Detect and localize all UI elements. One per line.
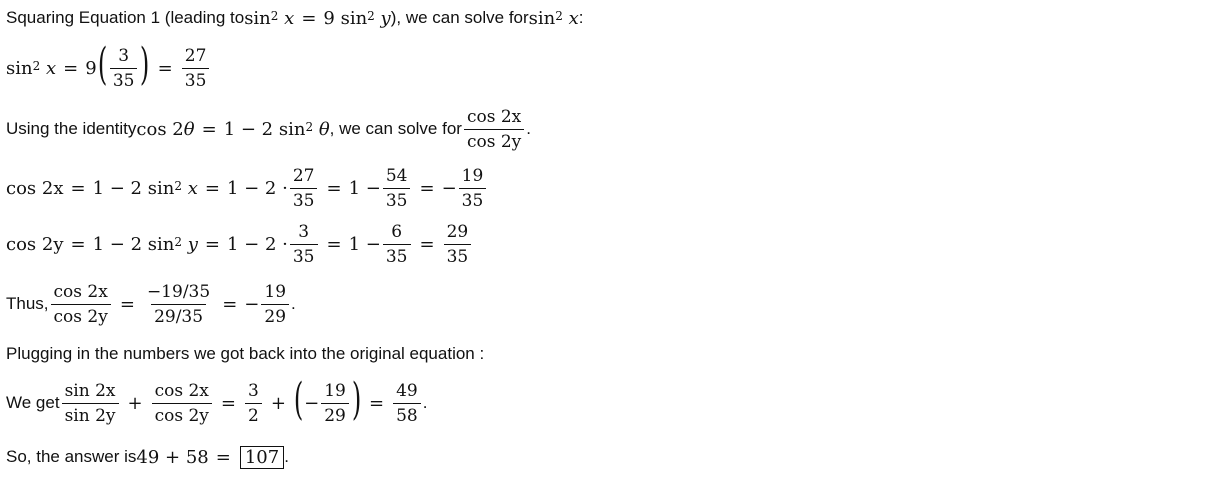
denominator: cos 2y	[152, 403, 212, 426]
line-cos-2y	[6, 216, 473, 272]
text-fragment: Using the identity	[6, 119, 137, 138]
math-token: sin	[6, 57, 33, 79]
text-fragment: So, the answer is	[6, 447, 137, 466]
math-token: sin	[528, 7, 556, 29]
text-fragment: .	[284, 447, 289, 466]
denominator: cos 2y	[464, 129, 524, 152]
math-op: =	[326, 177, 342, 199]
line-sin-squared-result	[6, 40, 211, 96]
math-expression	[60, 374, 423, 426]
math-op: −	[244, 293, 260, 315]
math-token: cos 2x	[6, 177, 64, 199]
math-var: y	[380, 7, 391, 29]
denominator: 35	[383, 188, 411, 211]
math-op: =	[63, 57, 79, 79]
fraction	[459, 166, 487, 211]
line-cos-2x	[6, 160, 488, 216]
fraction	[321, 381, 349, 426]
denominator: 29/35	[151, 304, 206, 327]
math-op: =	[326, 233, 342, 255]
fraction	[245, 381, 262, 426]
fraction	[290, 166, 318, 211]
math-expression	[49, 282, 291, 327]
line-answer	[6, 442, 289, 472]
text-fragment: Thus,	[6, 294, 49, 313]
math-var: x	[568, 7, 579, 29]
numerator: 54	[385, 165, 408, 186]
fraction	[290, 222, 318, 267]
denominator: 35	[110, 68, 138, 91]
fraction	[393, 381, 421, 426]
paragraph-text: Plugging in the numbers we got back into the original equation :	[6, 344, 485, 363]
numerator: cos 2x	[53, 281, 108, 302]
numerator: 3	[298, 221, 310, 242]
math-token: sin	[244, 7, 271, 29]
denominator: 35	[444, 244, 472, 267]
boxed-answer: 107	[240, 446, 284, 469]
right-paren: )	[140, 39, 150, 90]
math-var: θ	[183, 118, 195, 140]
line-identity	[6, 102, 531, 156]
numerator: 27	[184, 45, 207, 66]
numerator: 3	[118, 45, 130, 66]
line-squaring-equation	[6, 4, 584, 32]
math-op: =	[204, 233, 220, 255]
numerator: sin 2x	[64, 380, 116, 401]
math-expression: sin 2 x = 9 ( $\frac{3}{35}$ ) = $\frac{27}{35}$	[6, 46, 211, 91]
math-op: =	[419, 177, 435, 199]
text-fragment: ), we can solve for	[390, 8, 529, 27]
math-op: =	[220, 392, 236, 414]
math-op: +	[270, 392, 286, 414]
numerator: 6	[391, 221, 403, 242]
line-plugging-in	[6, 342, 484, 366]
math-token: 1 − 2 sin	[223, 118, 306, 140]
math-op: =	[419, 233, 435, 255]
math-sin-x: sin 2 x	[528, 7, 579, 29]
math-sin-eq: sin 2 x = 9 sin 2 y	[244, 7, 391, 29]
math-expression	[136, 446, 284, 469]
text-fragment: .	[526, 119, 531, 138]
line-thus-ratio	[6, 276, 296, 332]
denominator: 29	[321, 403, 349, 426]
math-token: 1 − 2 ·	[226, 177, 288, 199]
fraction	[383, 222, 411, 267]
math-op: =	[204, 177, 220, 199]
denominator: 29	[261, 304, 289, 327]
numerator: −19/35	[146, 281, 211, 302]
denominator: 58	[393, 403, 421, 426]
math-op: =	[222, 293, 238, 315]
numerator: 27	[292, 165, 315, 186]
text-fragment: .	[422, 393, 428, 412]
denominator: cos 2y	[51, 304, 111, 327]
math-identity: cos 2 θ = 1 − 2 sin 2 θ	[136, 118, 330, 140]
numerator: cos 2x	[466, 106, 522, 127]
denominator: 35	[290, 244, 318, 267]
math-var: x	[284, 7, 295, 29]
right-paren: )	[351, 374, 362, 425]
fraction	[110, 46, 138, 91]
numerator: 19	[461, 165, 484, 186]
math-op: =	[215, 446, 231, 468]
math-var: x	[187, 177, 198, 199]
math-expression: cos 2y = 1 − 2 sin 2 y = 1 − 2 · $\frac{3}{35}$ = 1 − $\frac{6}{35}$ = $\frac{29}{35}$	[6, 222, 473, 267]
fraction	[144, 282, 213, 327]
math-op: =	[70, 233, 86, 255]
fraction	[51, 282, 111, 327]
text-fragment: We get	[6, 393, 60, 412]
math-token: 1 −	[348, 177, 381, 199]
math-token: 9	[85, 57, 97, 79]
line-we-get	[6, 374, 427, 432]
text-fragment: :	[578, 8, 584, 27]
fraction	[383, 166, 411, 211]
fraction	[62, 381, 119, 426]
fraction	[261, 282, 289, 327]
math-token: 49 + 58	[136, 446, 209, 468]
math-token: 1 − 2 ·	[226, 233, 288, 255]
math-var: x	[45, 57, 57, 79]
denominator: 35	[182, 68, 210, 91]
left-paren: (	[293, 374, 304, 425]
numerator: cos 2x	[154, 380, 209, 401]
math-op: −	[441, 177, 457, 199]
math-token: cos 2	[136, 118, 184, 140]
math-var: θ	[318, 118, 330, 140]
math-var: y	[187, 233, 198, 255]
math-token: 1 − 2 sin	[92, 177, 175, 199]
math-op: =	[301, 7, 317, 29]
denominator: 35	[290, 188, 318, 211]
math-op: =	[119, 293, 135, 315]
numerator: 19	[324, 380, 346, 401]
numerator: 19	[264, 281, 287, 302]
math-token: 1 − 2 sin	[92, 233, 175, 255]
denominator: sin 2y	[62, 403, 119, 426]
math-op: =	[157, 57, 173, 79]
math-expression: cos 2x = 1 − 2 sin 2 x = 1 − 2 · $\frac{27}{35}$ = 1 − $\frac{54}{35}$ = − $\frac{19}{35}$	[6, 166, 488, 211]
math-op: =	[201, 118, 217, 140]
math-token: 9 sin	[323, 7, 368, 29]
fraction	[464, 107, 524, 152]
text-fragment: Squaring Equation 1 (leading to	[6, 8, 245, 27]
math-token: 1 −	[348, 233, 381, 255]
denominator: 35	[459, 188, 487, 211]
denominator: 2	[245, 403, 262, 426]
math-op: =	[369, 392, 385, 414]
fraction	[444, 222, 472, 267]
math-op: −	[304, 392, 320, 414]
math-op: +	[127, 392, 143, 414]
numerator: 49	[396, 380, 418, 401]
text-fragment: .	[291, 294, 296, 313]
numerator: 29	[446, 221, 469, 242]
denominator: 35	[383, 244, 411, 267]
fraction	[182, 46, 210, 91]
text-fragment: , we can solve for	[329, 119, 462, 138]
math-op: =	[70, 177, 86, 199]
left-paren: (	[97, 39, 107, 90]
fraction	[152, 381, 212, 426]
math-token: cos 2y	[6, 233, 64, 255]
numerator: 3	[248, 380, 259, 401]
